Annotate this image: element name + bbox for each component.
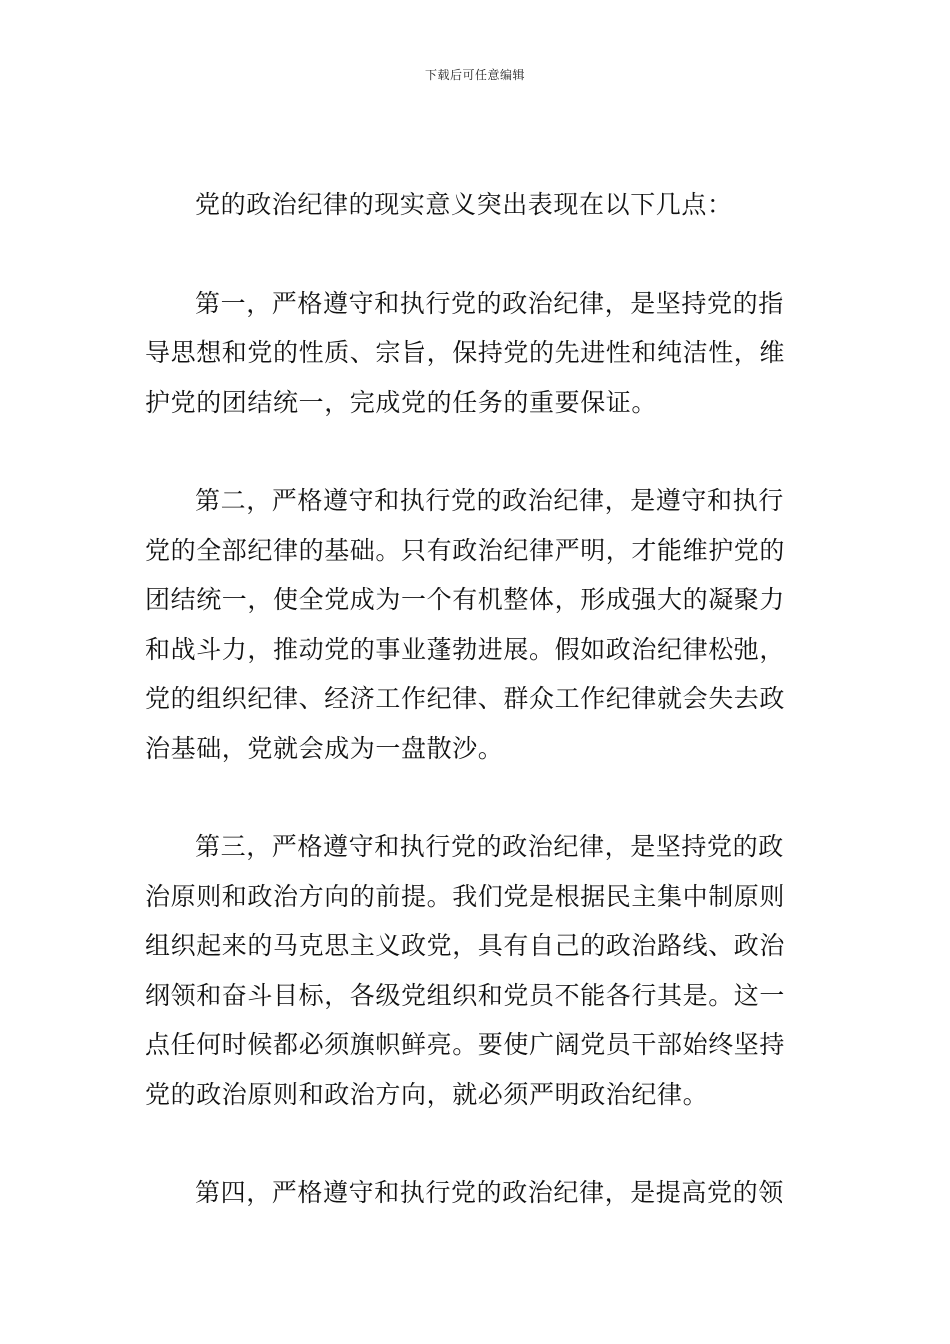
paragraph-fourth: 第四，严格遵守和执行党的政治纪律，是提高党的领 — [195, 1178, 784, 1207]
paragraph-intro: 党的政治纪律的现实意义突出表现在以下几点： — [195, 190, 733, 219]
paragraph-first: 第一，严格遵守和执行党的政治纪律，是坚持党的指 导思想和党的性质、宗旨，保持党的先进性和纯洁性，维 护党的团结统一，完成党的任务的重要保证。 — [145, 288, 786, 417]
paragraph-third: 第三，严格遵守和执行党的政治纪律，是坚持党的政 治原则和政治方向的前提。我们党是根据民主集中制原则 组织起来的马克思主义政党，具有自己的政治路线、政治 纲领和奋斗目标，各级党组织和党员不能各行其是。这一 点任何时候都必须旗帜鲜亮。要使广阔党员干部始终坚持 党的政治原则和政治方向，就必须严明政治纪律。 — [145, 832, 786, 1109]
paragraph-gap — [145, 773, 810, 822]
paragraph-gap — [145, 1119, 810, 1168]
paragraph-gap — [145, 427, 810, 476]
paragraph-second: 第二，严格遵守和执行党的政治纪律，是遵守和执行 党的全部纪律的基础。只有政治纪律严明，才能维护党的 团结统一，使全党成为一个有机整体，形成强大的凝聚力 和战斗力，推动党的事业蓬勃进展。假如政治纪律松弛， 党的组织纪律、经济工作纪律、群众工作纪律就会失去政 治基础，党就会成为一盘散沙。 — [145, 486, 786, 763]
document-body — [145, 180, 810, 1218]
page-header: 下载后可任意编辑 — [424, 68, 525, 82]
paragraph-gap — [145, 230, 810, 279]
